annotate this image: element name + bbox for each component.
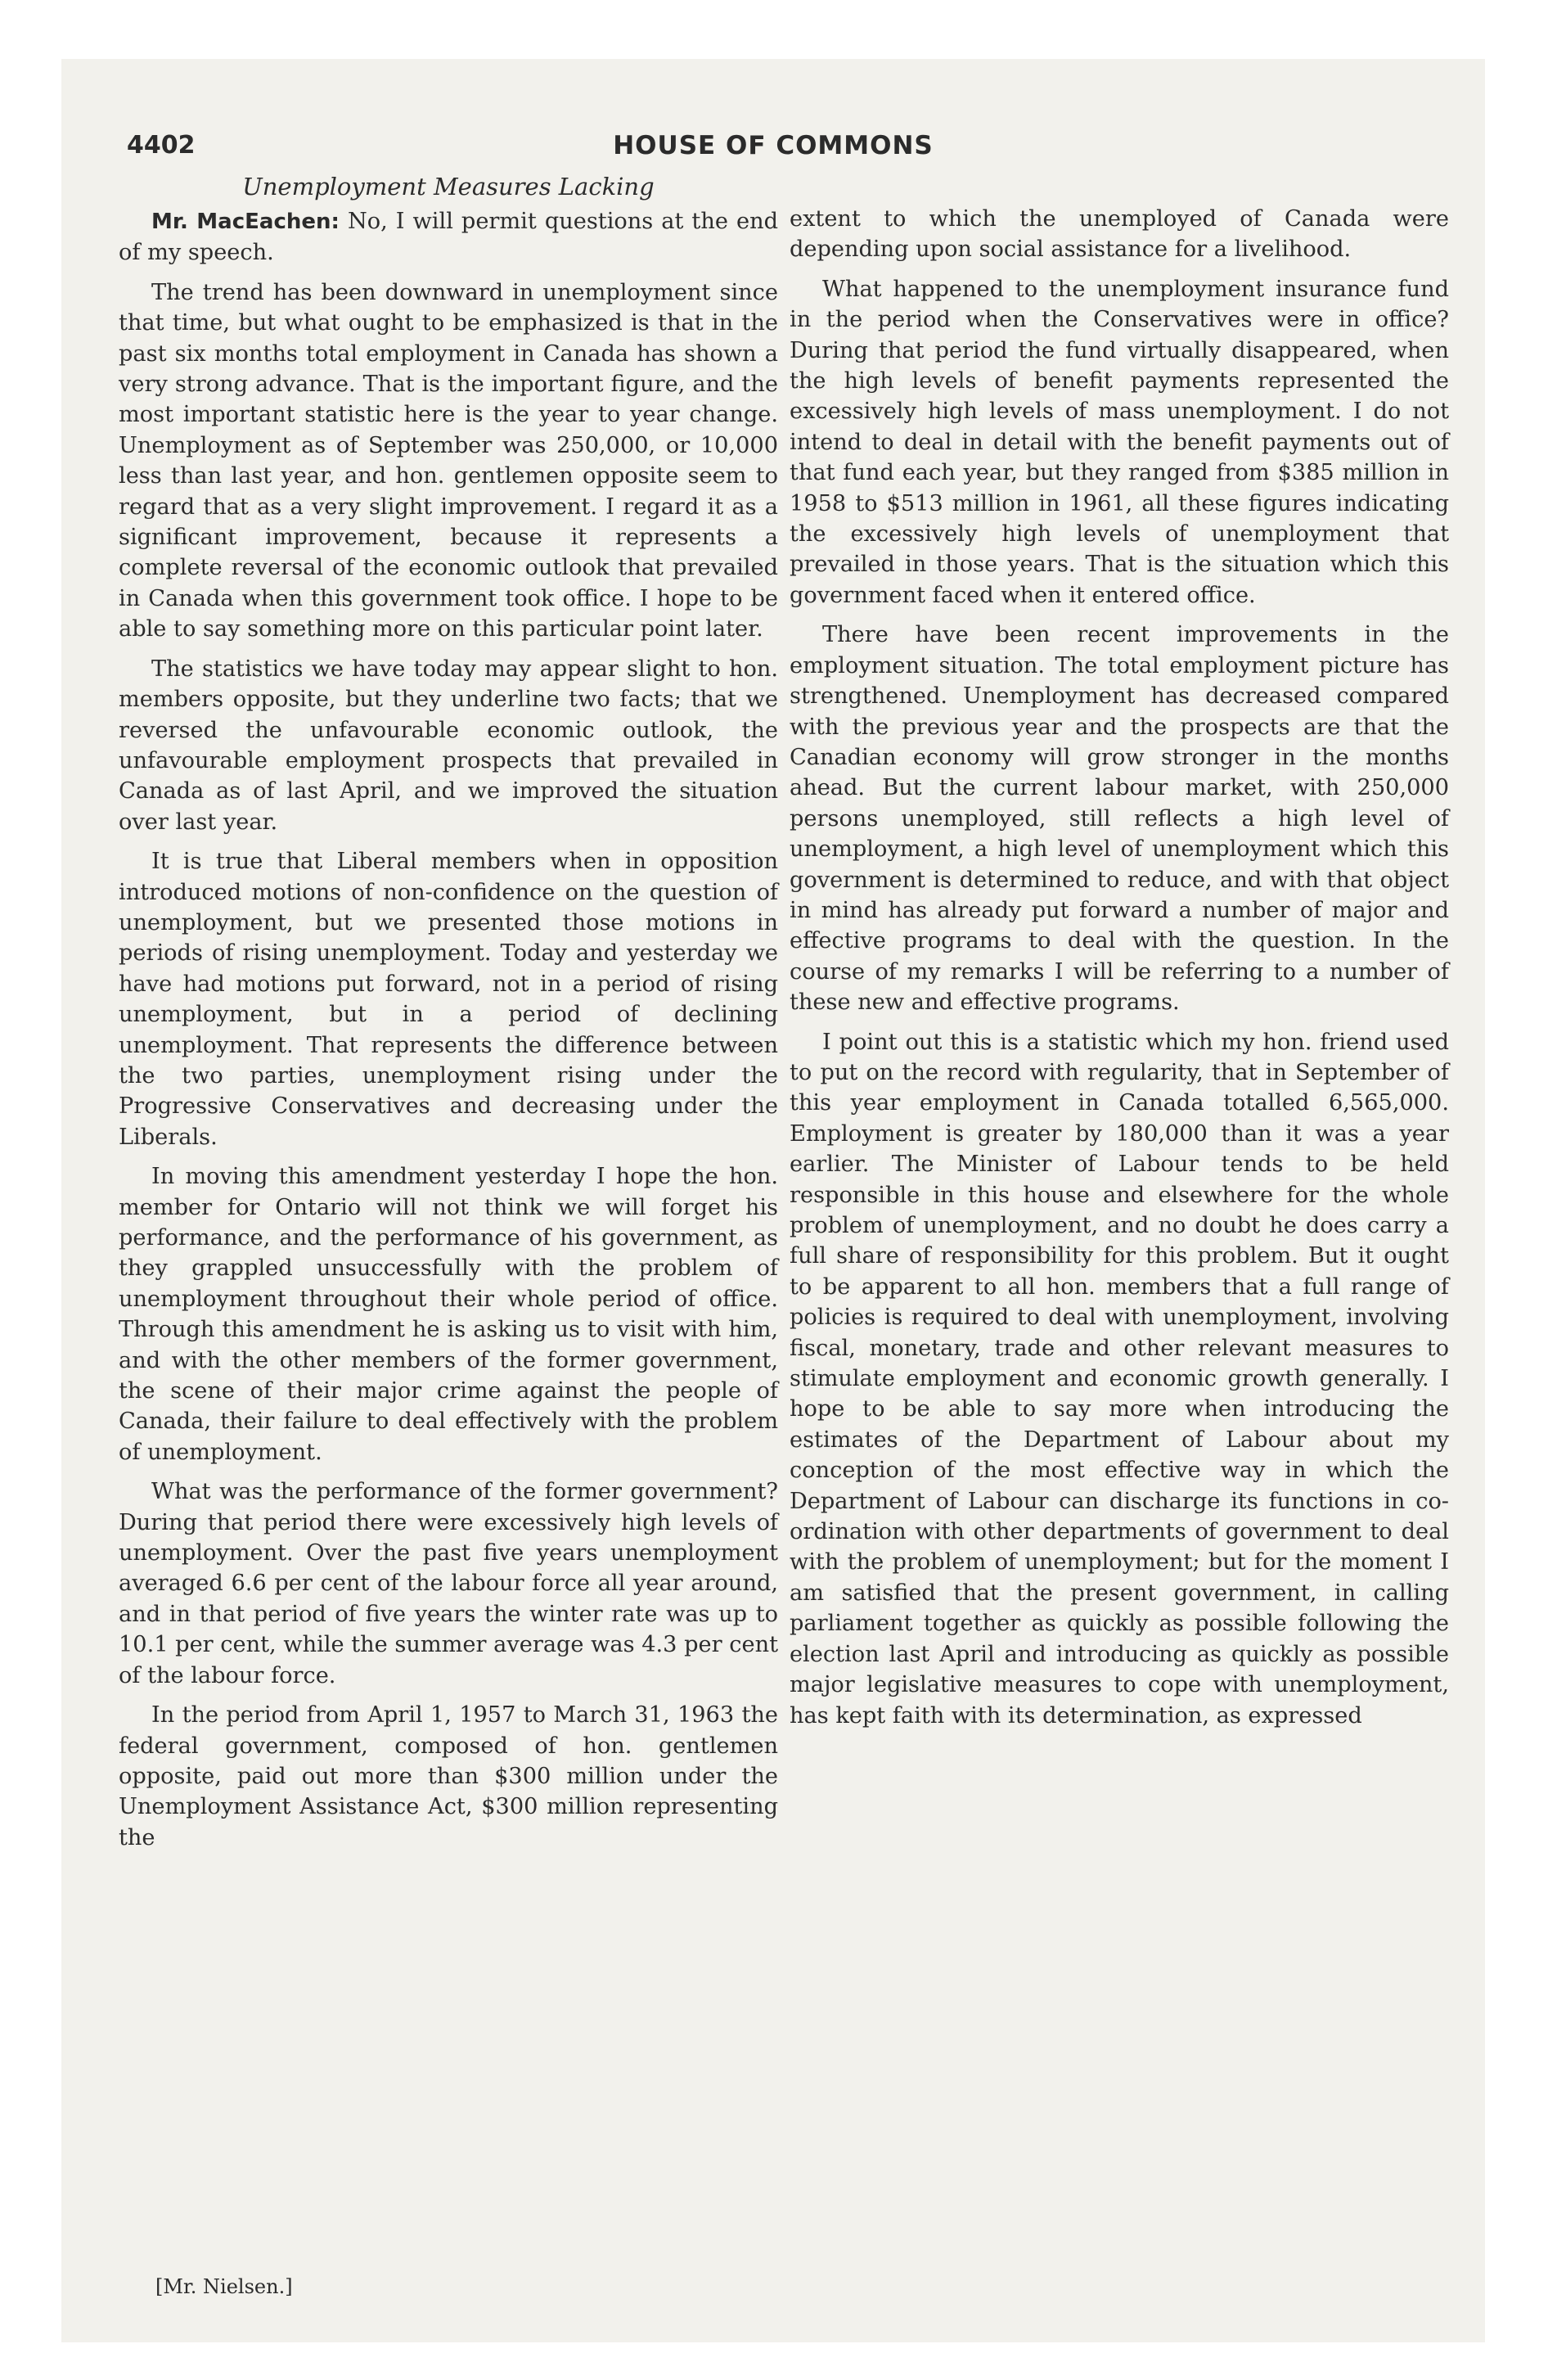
paragraph: What was the performance of the former government? During that period there were excessively high levels of unemployment. Over the past five years unemployment averaged 6.6 per cent of the labour force all year around, and in that period of five years the winter rate was up to 10.1 per cent, while the summer average was 4.3 per cent of the labour force. [119,1479,779,1688]
document-page [61,59,1485,2342]
paragraph: The statistics we have today may appear slight to hon. members opposite, but they underline two facts; that we reversed the unfavourable economic outlook, the unfavourable employment prospects that prevailed in Canada as of last April, and we improved the situation over last year. [119,656,778,835]
speaker-paragraph [119,206,778,268]
speaker-text: No, I will permit questions at the end of my speech. [119,209,778,266]
continuation-paragraph: extent to which the unemployed of Canada were depending upon social assistance for a livelihood. [790,206,1449,263]
speaker-name: Mr. MacEachen: [151,210,340,234]
page-header [127,131,1420,172]
footer-attribution: [Mr. Nielsen.] [155,2275,293,2298]
paragraph: The trend has been downward in unemployment since that time, but what ought to be emphasized is that in the past six months total employment in Canada has shown a very strong advance. That is the important figure, and the most important statistic here is the year to year change. Unemployment as of September was 250,000, or 10,000 less than last year, and hon. gentlemen opposite seem to regard that as a very slight improvement. I regard it as a significant improvement, because it represents a complete reversal of the economic outlook that prevailed in Canada when this government took office. I hope to be able to say something more on this particular point later. [119,279,778,642]
section-subhead: Unemployment Measures Lacking [242,173,655,201]
right-column [790,204,1449,1740]
paragraph: It is true that Liberal members when in opposition introduced motions of non-confidence on the question of unemployment, but we presented those motions in periods of rising unemployment. Today and yesterday we have had motions put forward, not in a period of rising unemployment, but in a period of declining unemployment. That represents the difference between the two parties, unemployment rising under the Progressive Conservatives and decreasing under the Liberals. [119,849,778,1150]
page-number: 4402 [127,131,196,160]
paragraph: In the period from April 1, 1957 to March 31, 1963 the federal government, composed of hon. gentlemen opposite, paid out more than $300 million under the Unemployment Assistance Act, $300 million representing the [119,1702,778,1850]
paragraph: What happened to the unemployment insurance fund in the period when the Conservatives were in office? During that period the fund virtually disappeared, when the high levels of benefit payments represented the excessively high levels of mass unemployment. I do not intend to deal in detail with the benefit payments out of that fund each year, but they ranged from $385 million in 1958 to $513 million in 1961, all these figures indicating the excessively high levels of unemployment that prevailed in those years. That is the situation which this government faced when it entered office. [790,276,1449,608]
paragraph: In moving this amendment yesterday I hope the hon. member for Ontario will not think we will forget his performance, and the performance of his government, as they grappled unsuccessfully with the problem of unemployment throughout their whole period of office. Through this amendment he is asking us to visit with him, and with the other members of the former government, the scene of their major crime against the people of Canada, their failure to deal effectively with the problem of unemployment. [119,1164,778,1465]
paragraph: I point out this is a statistic which my hon. friend used to put on the record with regularity, that in September of this year employment in Canada totalled 6,565,000. Employment is greater by 180,000 than it was a year earlier. The Minister of Labour tends to be held responsible in this house and elsewhere for the whole problem of unemployment, and no doubt he does carry a full share of responsibility for this problem. But it ought to be apparent to all hon. members that a full range of policies is required to deal with unemployment, involving fiscal, monetary, trade and other relevant measures to stimulate employment and economic growth generally. I hope to be able to say more when introducing the estimates of the Department of Labour about my conception of the most effective way in which the Department of Labour can discharge its functions in co-ordination with other departments of government to deal with the problem of unemployment; but for the moment I am satisfied that the present government, in calling parliament together as quickly as possible following the election last April and introducing as quickly as possible major legislative measures to cope with unemployment, has kept faith with its determination, as expressed [790,1029,1449,1729]
left-column [119,170,778,1862]
running-title: HOUSE OF COMMONS [613,131,934,160]
paragraph: There have been recent improvements in the employment situation. The total employment picture has strengthened. Unemployment has decreased compared with the previous year and the prospects are that the Canadian economy will grow stronger in the months ahead. But the current labour market, with 250,000 persons unemployed, still reflects a high level of unemployment, a high level of unemployment which this government is determined to reduce, and with that object in mind has already put forward a number of major and effective programs to deal with the question. In the course of my remarks I will be referring to a number of these new and effective programs. [790,622,1449,1016]
